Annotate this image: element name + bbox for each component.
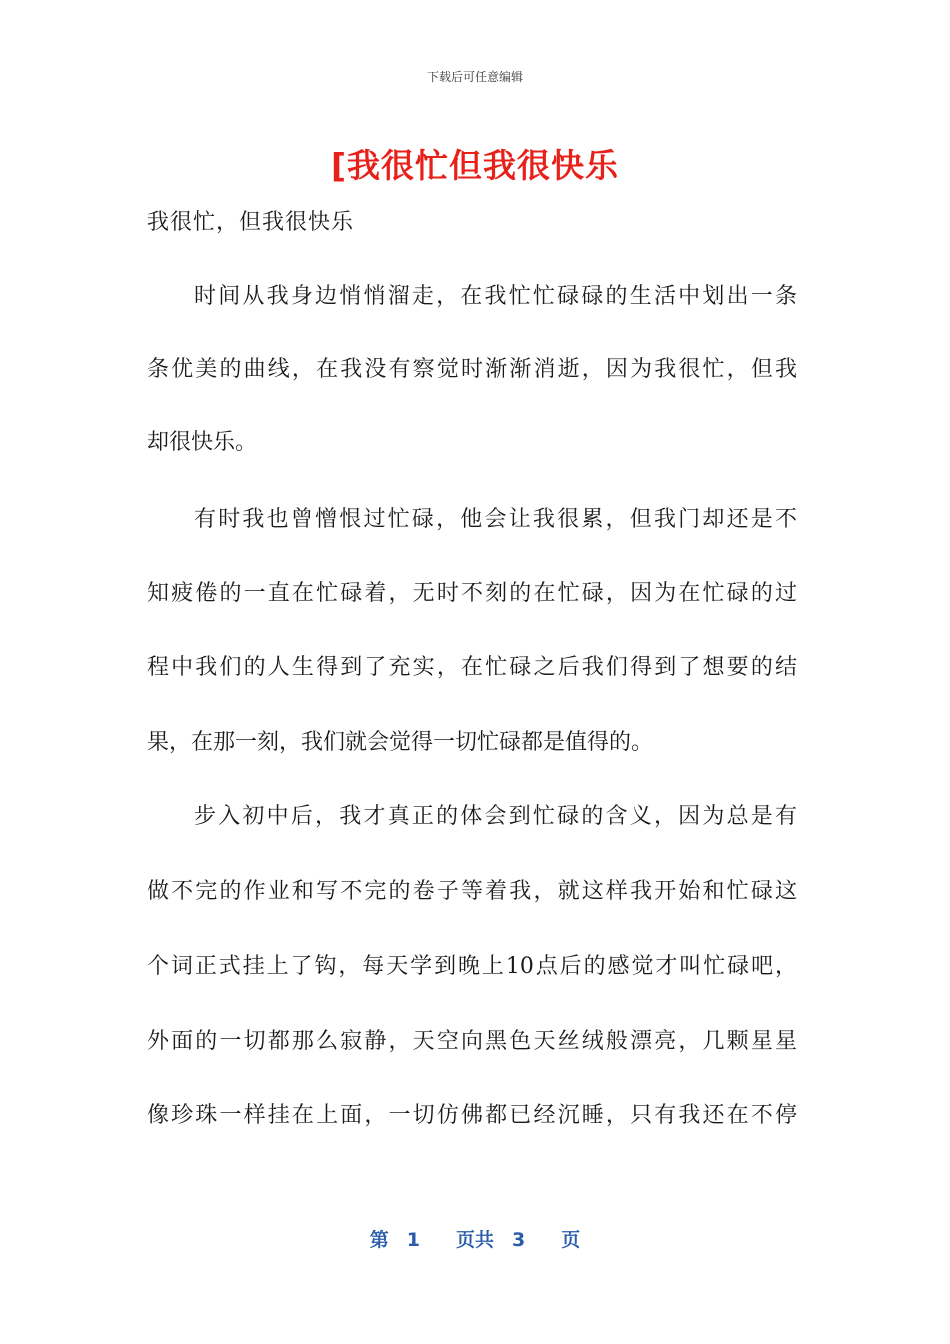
paragraph-line: 果，在那一刻，我们就会觉得一切忙碌都是值得的。 xyxy=(147,730,654,755)
paragraph-line: 有时我也曾憎恨过忙碌，他会让我很累，但我门却还是不 xyxy=(194,507,797,532)
paragraph-line: 外面的一切都那么寂静，天空向黑色天丝绒般漂亮，几颗星星 xyxy=(147,1029,797,1054)
page-mid: 页共 xyxy=(455,1229,494,1251)
paragraph-line: 个词正式挂上了钩，每天学到晚上10点后的感觉才叫忙碌吧， xyxy=(147,954,797,979)
paragraph-line: 像珍珠一样挂在上面，一切仿佛都已经沉睡，只有我还在不停 xyxy=(147,1103,797,1128)
paragraph-line: 知疲倦的一直在忙碌着，无时不刻的在忙碌，因为在忙碌的过 xyxy=(147,581,797,606)
total-pages: 3 xyxy=(512,1229,526,1251)
page-suffix: 页 xyxy=(561,1229,581,1251)
paragraph-line: 程中我们的人生得到了充实，在忙碌之后我们得到了想要的结 xyxy=(147,655,797,680)
page-number-footer xyxy=(0,1225,950,1252)
paragraph-line: 步入初中后，我才真正的体会到忙碌的含义，因为总是有 xyxy=(194,804,797,829)
document-title: [我很忙但我很快乐 xyxy=(330,146,620,185)
paragraph-line: 时间从我身边悄悄溜走，在我忙忙碌碌的生活中划出一条 xyxy=(194,284,797,309)
paragraph-line: 却很快乐。 xyxy=(147,430,258,455)
paragraph-line: 条优美的曲线，在我没有察觉时渐渐消逝，因为我很忙，但我 xyxy=(147,357,797,382)
paragraph-line: 做不完的作业和写不完的卷子等着我，就这样我开始和忙碌这 xyxy=(147,879,797,904)
current-page-number: 1 xyxy=(406,1229,420,1251)
page-prefix: 第 xyxy=(369,1229,389,1251)
document-subtitle: 我很忙，但我很快乐 xyxy=(147,210,355,235)
header-note: 下载后可任意编辑 xyxy=(426,70,523,84)
